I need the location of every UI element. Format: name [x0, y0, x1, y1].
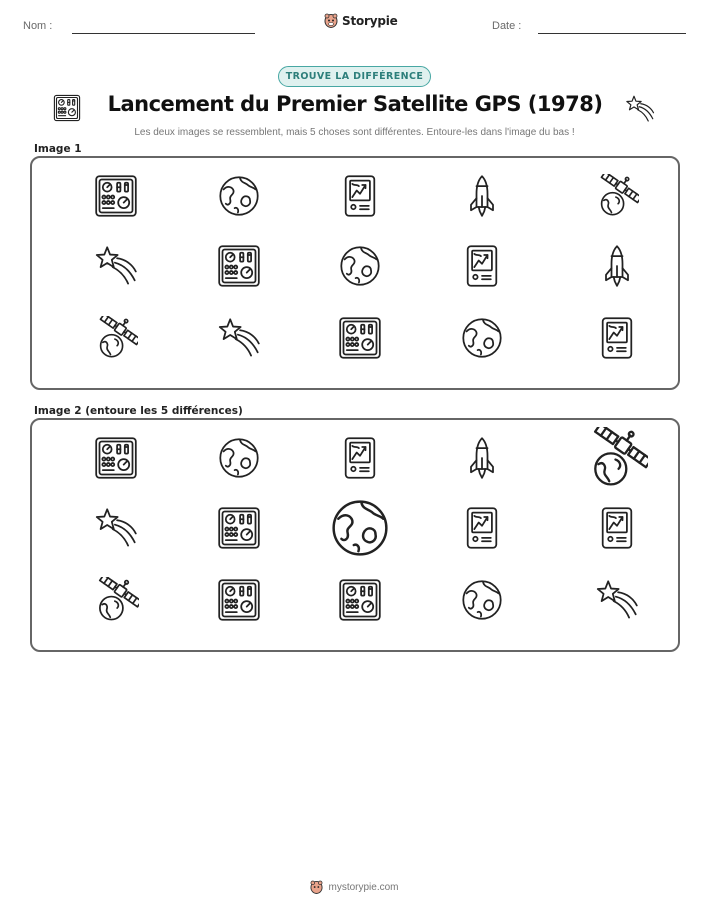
gps-device-icon[interactable]: [595, 506, 639, 550]
storypie-mascot-icon: [310, 880, 323, 894]
page-title: Lancement du Premier Satellite GPS (1978): [107, 92, 603, 116]
satellite-icon: [595, 174, 639, 218]
earth-icon: [338, 244, 382, 288]
shooting-star-icon: [94, 244, 138, 288]
storypie-mascot-icon: [324, 13, 338, 28]
earth-icon[interactable]: [460, 578, 504, 622]
earth-icon[interactable]: [329, 497, 391, 559]
earth-icon[interactable]: [217, 436, 261, 480]
date-label: Date :: [492, 20, 522, 32]
image2-label: Image 2 (entoure les 5 différences): [34, 405, 243, 417]
rocket-icon: [460, 174, 504, 218]
image1-label: Image 1: [34, 143, 82, 155]
shooting-star-icon[interactable]: [94, 506, 138, 550]
brand-logo: [324, 13, 398, 28]
instructions: Les deux images se ressemblent, mais 5 choses sont différentes. Entoure-les dans l'image du bas !: [134, 127, 575, 138]
rocket-icon[interactable]: [460, 436, 504, 480]
control-panel-icon: [94, 174, 138, 218]
gps-device-icon[interactable]: [338, 436, 382, 480]
earth-icon: [217, 174, 261, 218]
gps-device-icon: [460, 244, 504, 288]
name-line[interactable]: [72, 33, 255, 34]
shooting-star-icon: [217, 316, 261, 360]
footer: [0, 880, 709, 894]
control-panel-icon: [53, 94, 81, 127]
brand-name: Storypie: [342, 13, 398, 28]
footer-site: mystorypie.com: [328, 881, 399, 893]
satellite-icon[interactable]: [93, 577, 139, 623]
control-panel-icon[interactable]: [217, 506, 261, 550]
name-label: Nom :: [23, 20, 53, 32]
satellite-icon: [94, 316, 138, 360]
gps-device-icon[interactable]: [460, 506, 504, 550]
control-panel-icon[interactable]: [338, 578, 382, 622]
control-panel-icon[interactable]: [217, 578, 261, 622]
gps-device-icon: [338, 174, 382, 218]
rocket-icon: [595, 244, 639, 288]
earth-icon: [460, 316, 504, 360]
control-panel-icon: [217, 244, 261, 288]
shooting-star-icon[interactable]: [595, 578, 639, 622]
image2-panel[interactable]: [30, 418, 680, 652]
date-line[interactable]: [538, 33, 686, 34]
image1-panel: [30, 156, 680, 390]
control-panel-icon: [338, 316, 382, 360]
activity-badge: TROUVE LA DIFFÉRENCE: [278, 66, 431, 87]
shooting-star-icon: [625, 94, 655, 129]
satellite-icon[interactable]: [586, 427, 648, 489]
gps-device-icon: [595, 316, 639, 360]
control-panel-icon[interactable]: [94, 436, 138, 480]
